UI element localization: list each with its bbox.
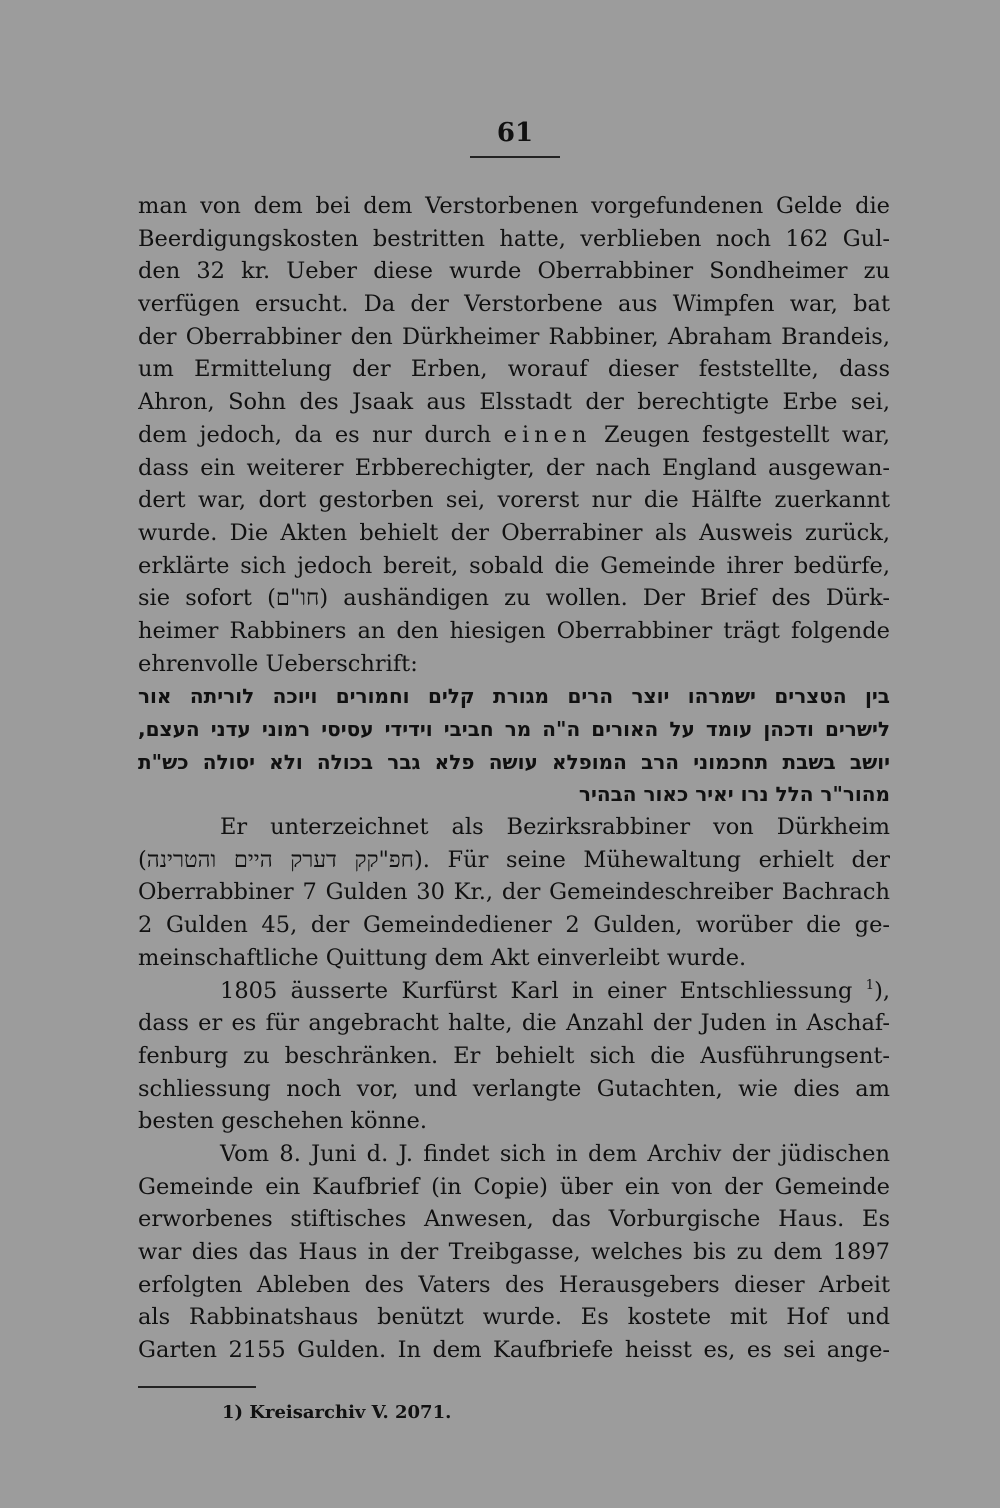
text-line — [138, 353, 890, 386]
text-line — [138, 386, 890, 419]
text-line — [138, 942, 890, 975]
line-text: (חפ"קק דערק היים והטרינה). Für seine Mühewaltung erhielt der — [138, 846, 890, 873]
text-line — [138, 876, 890, 909]
line-text: לישרים ודכהן עומד על האורים ה"ה מר חביבי וידידי עסיסי רמוני עדני העצם, — [138, 717, 890, 741]
line-text: 2 Gulden 45, der Gemeindediener 2 Gulden, worüber die ge- — [138, 912, 890, 939]
text-line — [138, 975, 890, 1008]
text-line — [138, 1269, 890, 1302]
footnote-reference: 1 — [865, 977, 875, 993]
text-line — [138, 1236, 890, 1269]
footnote-rule — [138, 1386, 256, 1388]
text-line — [138, 713, 890, 746]
line-text: den 32 kr. Ueber diese wurde Oberrabbiner Sondheimer zu — [138, 258, 890, 285]
line-text: um Ermittelung der Erben, worauf dieser feststellte, dass — [138, 356, 890, 383]
line-text-after: Zeugen festgestellt war, — [603, 421, 890, 448]
line-text: Er unterzeichnet als Bezirksrabbiner von Dürkheim — [220, 814, 890, 841]
text-line — [138, 1105, 890, 1138]
line-text: dass er es für angebracht halte, die Anzahl der Juden in Aschaf- — [138, 1010, 890, 1037]
footnote-marker: 1) — [222, 1402, 244, 1423]
line-text: Vom 8. Juni d. J. findet sich in dem Archiv der jüdischen — [220, 1140, 890, 1167]
line-text: der Oberrabbiner den Dürkheimer Rabbiner, Abraham Brandeis, — [138, 323, 890, 350]
text-line — [138, 811, 890, 844]
footnote — [222, 1402, 451, 1423]
line-text: erklärte sich jedoch bereit, sobald die Gemeinde ihrer bedürfe, — [138, 552, 890, 579]
line-text: 1805 äusserte Kurfürst Karl in einer Entschliessung — [220, 977, 853, 1004]
line-text: מהור"ר הלל נרו יאיר כאור הבהיר — [578, 782, 890, 807]
text-line — [138, 517, 890, 550]
text-line — [138, 844, 890, 877]
text-line — [138, 1007, 890, 1040]
line-text: man von dem bei dem Verstorbenen vorgefundenen Gelde die — [138, 193, 890, 219]
line-text: als Rabbinatshaus benützt wurde. Es kostete mit Hof und — [138, 1304, 890, 1331]
line-text: Garten 2155 Gulden. In dem Kaufbriefe heisst es, es sei ange- — [138, 1337, 890, 1364]
line-text: war dies das Haus in der Treibgasse, welches bis zu dem 1897 — [138, 1239, 890, 1265]
footnote-text: Kreisarchiv V. 2071. — [249, 1402, 452, 1423]
line-text: sie sofort (חו"ם) aushändigen zu wollen. Der Brief des Dürk- — [138, 585, 890, 612]
text-line — [138, 255, 890, 288]
line-text: schliessung noch vor, und verlangte Gutachten, wie dies am — [138, 1075, 890, 1102]
text-line — [138, 615, 890, 648]
line-text: Ahron, Sohn des Jsaak aus Elsstadt der berechtigte Erbe sei, — [138, 389, 890, 416]
line-text: wurde. Die Akten behielt der Oberrabiner als Ausweis zurück, — [138, 519, 890, 546]
text-line — [138, 746, 890, 779]
text-line — [138, 223, 890, 256]
text-line — [138, 1171, 890, 1204]
line-text: Oberrabbiner 7 Gulden 30 Kr., der Gemeindeschreiber Bachrach — [138, 879, 890, 906]
text-line — [138, 484, 890, 517]
text-line — [138, 909, 890, 942]
text-line — [138, 680, 890, 713]
emphasized-word: einen — [503, 421, 592, 448]
text-line — [138, 419, 890, 452]
line-text: יושב בשבת תחכמוני הרב המופלא עושה פלא גבר בכולה ולא יסולה כש"ת — [138, 749, 890, 774]
line-text: fenburg zu beschränken. Er behielt sich die Ausführungsent- — [138, 1042, 890, 1069]
text-line — [138, 288, 890, 321]
text-line — [138, 1073, 890, 1106]
text-line — [138, 1334, 890, 1367]
line-text: erfolgten Ableben des Vaters des Herausgebers dieser Arbeit — [138, 1271, 890, 1298]
line-text: dem jedoch, da es nur durch — [138, 421, 492, 448]
line-text: erworbenes stiftisches Anwesen, das Vorburgische Haus. Es — [138, 1206, 890, 1233]
line-text: verfügen ersucht. Da der Verstorbene aus Wimpfen war, bat — [138, 291, 890, 318]
text-line — [138, 1203, 890, 1236]
text-line — [138, 778, 890, 811]
line-text: בין הטצרים ישמרהו יוצר הרים מגורת קלים וחמורים ויוכה לוריתה אור — [138, 684, 890, 709]
text-line — [138, 321, 890, 354]
text-line — [138, 1040, 890, 1073]
text-line — [138, 1138, 890, 1171]
line-text: ehrenvolle Ueberschrift: — [138, 650, 418, 677]
line-text: besten geschehen könne. — [138, 1108, 428, 1135]
body-text — [138, 190, 890, 1367]
line-text-after: ), — [874, 977, 890, 1004]
line-text: Beerdigungskosten bestritten hatte, verblieben noch 162 Gul- — [138, 225, 890, 252]
text-line — [138, 582, 890, 615]
text-line — [138, 452, 890, 485]
page-number: 61 — [496, 118, 534, 148]
text-line — [138, 1301, 890, 1334]
text-line — [138, 190, 890, 223]
text-line — [138, 648, 890, 681]
line-text: heimer Rabbiners an den hiesigen Oberrabbiner trägt folgende — [138, 617, 890, 644]
line-text: dass ein weiterer Erbberechigter, der nach England ausgewan- — [138, 454, 890, 481]
text-line — [138, 550, 890, 583]
line-text: Gemeinde ein Kaufbrief (in Copie) über ein von der Gemeinde — [138, 1173, 890, 1200]
page-number-rule — [470, 156, 560, 158]
line-text: meinschaftliche Quittung dem Akt einverleibt wurde. — [138, 944, 747, 971]
line-text: dert war, dort gestorben sei, vorerst nur die Hälfte zuerkannt — [138, 487, 890, 514]
